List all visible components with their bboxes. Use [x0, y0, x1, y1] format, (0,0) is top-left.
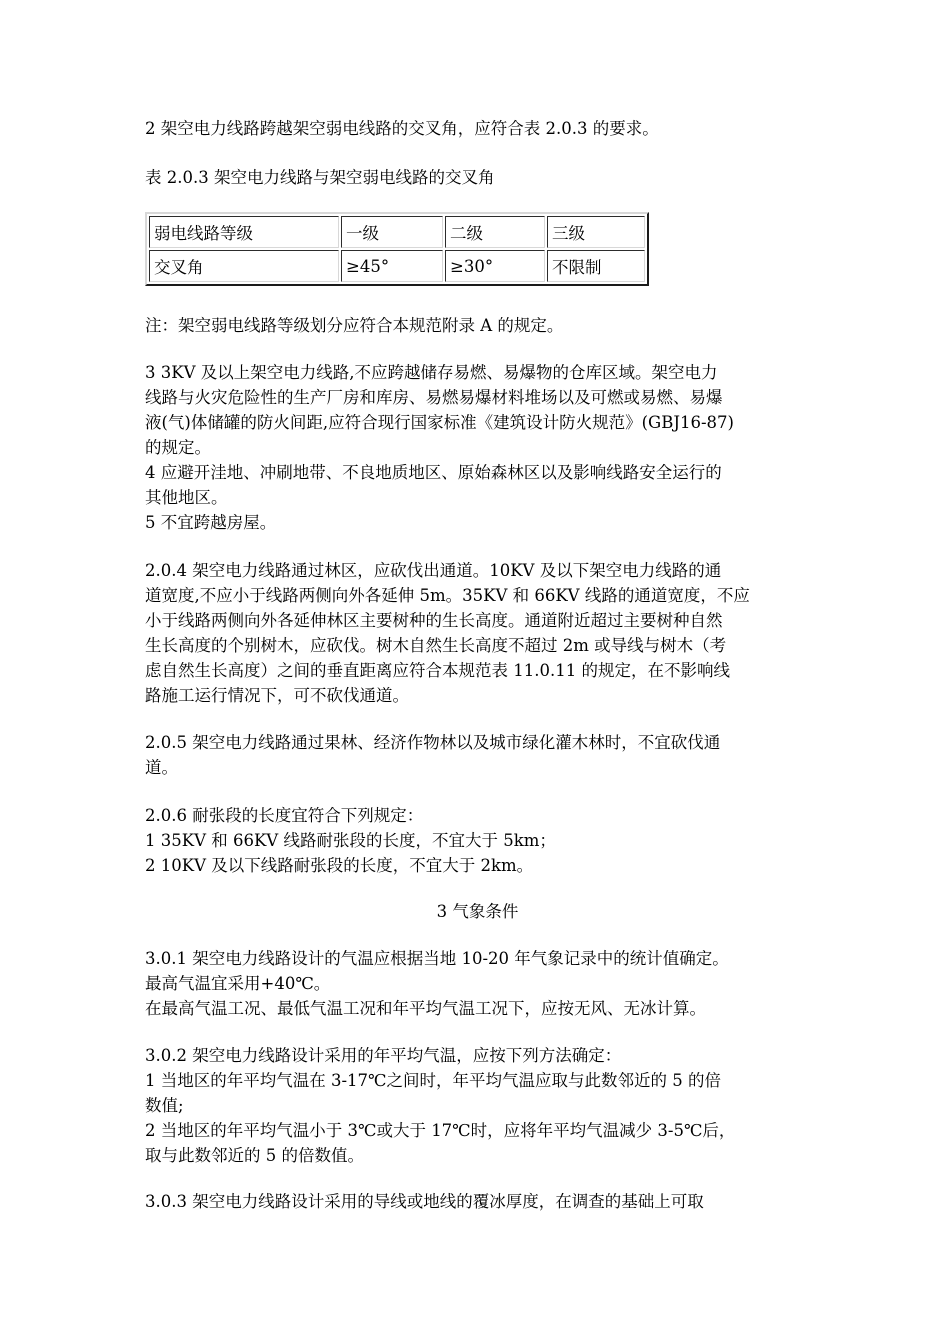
paragraph-line: 2 当地区的年平均气温小于 3℃或大于 17℃时，应将年平均气温减少 3-5℃后， — [145, 1121, 736, 1140]
paragraph-line: 液(气)体储罐的防火间距,应符合现行国家标准《建筑设计防火规范》(GBJ16-87) — [145, 413, 734, 432]
cross-angle-table — [145, 212, 649, 286]
paragraph-line: 虑自然生长高度）之间的垂直距离应符合本规范表 11.0.11 的规定，在不影响线 — [145, 661, 730, 680]
table-cell: 弱电线路等级 — [149, 216, 339, 248]
paragraph-line: 4 应避开洼地、冲刷地带、不良地质地区、原始森林区以及影响线路安全运行的 — [145, 463, 722, 482]
paragraph-line: 取与此数邻近的 5 的倍数值。 — [145, 1146, 364, 1165]
table-cell: 一级 — [341, 216, 443, 248]
paragraph-line: 的规定。 — [145, 438, 211, 457]
paragraph-line: 3.0.1 架空电力线路设计的气温应根据当地 10-20 年气象记录中的统计值确定。 — [145, 949, 729, 968]
paragraph-line: 3.0.2 架空电力线路设计采用的年平均气温，应按下列方法确定： — [145, 1046, 622, 1065]
paragraph-line: 2.0.4 架空电力线路通过林区，应砍伐出通道。10KV 及以下架空电力线路的通 — [145, 561, 722, 580]
paragraph-cross-angle-requirement: 2 架空电力线路跨越架空弱电线路的交叉角，应符合表 2.0.3 的要求。 — [145, 119, 659, 138]
paragraph-line: 2 10KV 及以下线路耐张段的长度，不宜大于 2km。 — [145, 856, 534, 875]
table-cell: ≥45° — [341, 250, 443, 282]
paragraph-line: 2.0.6 耐张段的长度宜符合下列规定： — [145, 806, 424, 825]
paragraph-line: 道宽度,不应小于线路两侧向外各延伸 5m。35KV 和 66KV 线路的通道宽度，不应 — [145, 586, 750, 605]
paragraph-line: 路施工运行情况下，可不砍伐通道。 — [145, 686, 409, 705]
table-cell: ≥30° — [445, 250, 545, 282]
table-row — [149, 216, 645, 248]
table-cell: 二级 — [445, 216, 545, 248]
paragraph-line: 5 不宜跨越房屋。 — [145, 513, 277, 532]
paragraph-line: 小于线路两侧向外各延伸林区主要树种的生长高度。通道附近超过主要树种自然 — [145, 611, 723, 630]
paragraph-line: 线路与火灾危险性的生产厂房和库房、易燃易爆材料堆场以及可燃或易燃、易爆 — [145, 388, 723, 407]
paragraph-line: 2.0.5 架空电力线路通过果林、经济作物林以及城市绿化灌木林时，不宜砍伐通 — [145, 733, 721, 752]
table-cell: 不限制 — [547, 250, 645, 282]
paragraph-line: 最高气温宜采用+40℃。 — [145, 974, 331, 993]
table-cell: 三级 — [547, 216, 645, 248]
table-note: 注：架空弱电线路等级划分应符合本规范附录 A 的规定。 — [145, 316, 564, 335]
paragraph-line: 1 当地区的年平均气温在 3-17℃之间时，年平均气温应取与此数邻近的 5 的倍 — [145, 1071, 722, 1090]
paragraph-line: 生长高度的个别树木，应砍伐。树木自然生长高度不超过 2m 或导线与树木（考 — [145, 636, 727, 655]
paragraph-line: 数值; — [145, 1096, 184, 1115]
table-caption: 表 2.0.3 架空电力线路与架空弱电线路的交叉角 — [145, 168, 495, 187]
paragraph-line: 3 3KV 及以上架空电力线路,不应跨越储存易燃、易爆物的仓库区域。架空电力 — [145, 363, 718, 382]
paragraph-line: 道。 — [145, 758, 178, 777]
table-row — [149, 250, 645, 282]
paragraph-line: 在最高气温工况、最低气温工况和年平均气温工况下，应按无风、无冰计算。 — [145, 999, 706, 1018]
section-title: 3 气象条件 — [436, 902, 519, 921]
paragraph-line: 其他地区。 — [145, 488, 228, 507]
paragraph-line: 1 35KV 和 66KV 线路耐张段的长度，不宜大于 5km； — [145, 831, 556, 850]
table-cell: 交叉角 — [149, 250, 339, 282]
paragraph-line: 3.0.3 架空电力线路设计采用的导线或地线的覆冰厚度，在调查的基础上可取 — [145, 1192, 704, 1211]
